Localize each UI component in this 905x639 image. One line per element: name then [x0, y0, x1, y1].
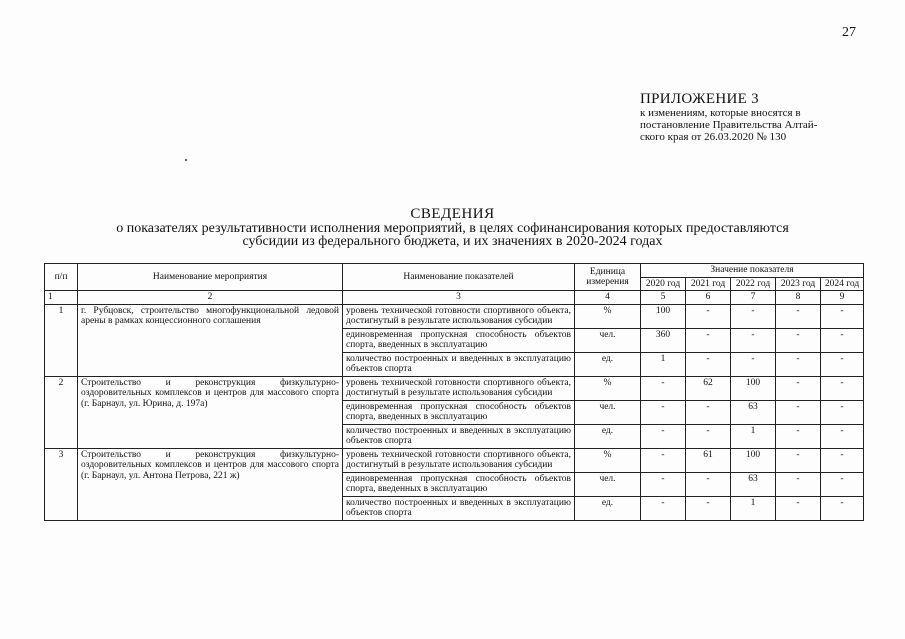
header-value-group: Значение показателя	[641, 264, 864, 278]
value-cell: -	[686, 472, 731, 496]
column-number: 8	[776, 291, 821, 305]
header-year: 2021 год	[686, 277, 731, 291]
value-cell: -	[686, 304, 731, 328]
header-event: Наименование мероприятия	[78, 264, 343, 291]
row-number: 2	[45, 376, 78, 448]
document-title: СВЕДЕНИЯ	[410, 206, 495, 222]
indicator-name: количество построенных и введенных в эксплуатацию объектов спорта	[343, 352, 575, 376]
unit-cell: ед.	[575, 352, 641, 376]
unit-cell: чел.	[575, 400, 641, 424]
value-cell: -	[776, 352, 821, 376]
indicator-name: уровень технической готовности спортивного объекта, достигнутый в результате использования субсидии	[343, 304, 575, 328]
indicator-name: единовременная пропускная способность объектов спорта, введенных в эксплуатацию	[343, 328, 575, 352]
value-cell: -	[641, 424, 686, 448]
indicators-table	[44, 263, 864, 521]
value-cell: -	[776, 328, 821, 352]
value-cell: -	[641, 400, 686, 424]
event-name: Строительство и реконструкция физкультурно-оздоровительных комплексов и центров для массового спорта (г. Барнаул, ул. Антона Петрова, 221 ж)	[78, 448, 343, 520]
header-row	[45, 264, 864, 278]
appendix-title: ПРИЛОЖЕНИЕ 3	[640, 91, 759, 107]
value-cell: 100	[731, 376, 776, 400]
header-indicator: Наименование показателей	[343, 264, 575, 291]
row-number: 3	[45, 448, 78, 520]
value-cell: -	[641, 472, 686, 496]
column-number-row	[45, 291, 864, 305]
row-number: 1	[45, 304, 78, 376]
value-cell: 1	[641, 352, 686, 376]
indicator-name: единовременная пропускная способность объектов спорта, введенных в эксплуатацию	[343, 472, 575, 496]
value-cell: -	[641, 448, 686, 472]
column-number: 9	[821, 291, 864, 305]
value-cell: -	[731, 304, 776, 328]
appendix-line: ского края от 26.03.2020 № 130	[640, 131, 787, 143]
value-cell: -	[821, 472, 864, 496]
column-number: 7	[731, 291, 776, 305]
indicator-name: уровень технической готовности спортивного объекта, достигнутый в результате использования субсидии	[343, 448, 575, 472]
value-cell: -	[821, 376, 864, 400]
document-subtitle-line: о показателях результативности исполнения мероприятий, в целях софинансирования которых предоставляются	[116, 221, 789, 236]
table-row	[45, 448, 864, 472]
page-number: 27	[842, 25, 856, 40]
value-cell: 360	[641, 328, 686, 352]
value-cell: -	[776, 424, 821, 448]
value-cell: -	[776, 448, 821, 472]
value-cell: -	[776, 304, 821, 328]
indicator-name: уровень технической готовности спортивного объекта, достигнутый в результате использования субсидии	[343, 376, 575, 400]
value-cell: 61	[686, 448, 731, 472]
header-year: 2022 год	[731, 277, 776, 291]
value-cell: -	[731, 352, 776, 376]
value-cell: -	[776, 376, 821, 400]
value-cell: -	[821, 496, 864, 520]
scan-speck	[185, 159, 187, 161]
appendix-line: постановление Правительства Алтай-	[640, 119, 818, 131]
header-num: п/п	[45, 264, 78, 291]
value-cell: -	[641, 496, 686, 520]
unit-cell: чел.	[575, 472, 641, 496]
indicator-name: единовременная пропускная способность объектов спорта, введенных в эксплуатацию	[343, 400, 575, 424]
indicator-name: количество построенных и введенных в эксплуатацию объектов спорта	[343, 496, 575, 520]
unit-cell: %	[575, 376, 641, 400]
value-cell: 63	[731, 472, 776, 496]
value-cell: -	[686, 400, 731, 424]
column-number: 6	[686, 291, 731, 305]
value-cell: -	[821, 352, 864, 376]
value-cell: -	[821, 448, 864, 472]
unit-cell: %	[575, 304, 641, 328]
value-cell: 100	[641, 304, 686, 328]
value-cell: -	[686, 328, 731, 352]
document-subtitle-line: субсидии из федерального бюджета, и их значениях в 2020-2024 годах	[242, 234, 663, 249]
appendix-block	[640, 92, 870, 143]
header-year: 2024 год	[821, 277, 864, 291]
column-number: 1	[45, 291, 78, 305]
column-number: 3	[343, 291, 575, 305]
header-unit: Единица измерения	[575, 264, 641, 291]
value-cell: -	[821, 304, 864, 328]
column-number: 2	[78, 291, 343, 305]
indicator-name: количество построенных и введенных в эксплуатацию объектов спорта	[343, 424, 575, 448]
event-name: г. Рубцовск, строительство многофункциональной ледовой арены в рамках концессионного соглашения	[78, 304, 343, 376]
value-cell: 100	[731, 448, 776, 472]
value-cell: -	[821, 328, 864, 352]
value-cell: -	[776, 496, 821, 520]
value-cell: 62	[686, 376, 731, 400]
header-year: 2023 год	[776, 277, 821, 291]
unit-cell: ед.	[575, 424, 641, 448]
column-number: 5	[641, 291, 686, 305]
value-cell: 1	[731, 496, 776, 520]
unit-cell: %	[575, 448, 641, 472]
value-cell: -	[686, 352, 731, 376]
value-cell: -	[776, 472, 821, 496]
value-cell: -	[686, 496, 731, 520]
table-body	[45, 304, 864, 520]
value-cell: 1	[731, 424, 776, 448]
document-subtitle	[0, 222, 905, 248]
value-cell: -	[776, 400, 821, 424]
column-number: 4	[575, 291, 641, 305]
header-year: 2020 год	[641, 277, 686, 291]
value-cell: -	[821, 400, 864, 424]
unit-cell: ед.	[575, 496, 641, 520]
value-cell: 63	[731, 400, 776, 424]
table-row	[45, 304, 864, 328]
event-name: Строительство и реконструкция физкультурно-оздоровительных комплексов и центров для массового спорта (г. Барнаул, ул. Юрина, д. 197а)	[78, 376, 343, 448]
value-cell: -	[731, 328, 776, 352]
value-cell: -	[641, 376, 686, 400]
unit-cell: чел.	[575, 328, 641, 352]
table-row	[45, 376, 864, 400]
value-cell: -	[821, 424, 864, 448]
appendix-line: к изменениям, которые вносятся в	[640, 107, 801, 119]
value-cell: -	[686, 424, 731, 448]
